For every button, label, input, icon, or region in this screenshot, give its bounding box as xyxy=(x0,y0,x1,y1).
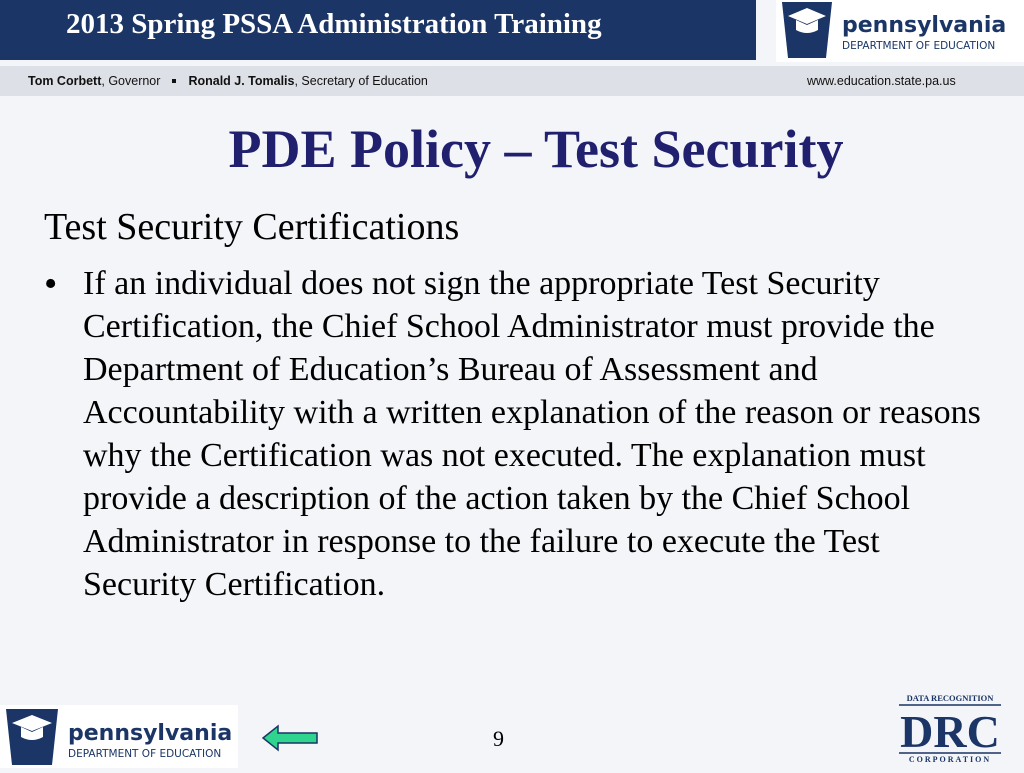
slide-subtitle: Test Security Certifications xyxy=(44,206,460,248)
back-arrow-button[interactable] xyxy=(262,724,320,752)
drc-logo xyxy=(895,692,1005,764)
presentation-title: 2013 Spring PSSA Administration Training xyxy=(66,8,602,40)
slide-title: PDE Policy – Test Security xyxy=(228,119,844,179)
drc-top-text: DATA RECOGNITION xyxy=(906,693,994,703)
logo-department: DEPARTMENT OF EDUCATION xyxy=(842,40,996,52)
drc-wordmark: DRC xyxy=(900,706,1000,757)
keystone-cap-icon xyxy=(6,709,58,765)
separator-dot xyxy=(172,79,176,83)
page-number: 9 xyxy=(493,726,504,751)
pde-logo-top xyxy=(776,0,1024,62)
logo-department: DEPARTMENT OF EDUCATION xyxy=(68,748,222,760)
bullet-paragraph: If an individual does not sign the appropriate Test Security Certification, the Chief School Administrator must provide the Department of Education’s Bureau of Assessment and Accountability with a written explanation of the reason or reasons why the Certification was not executed. The explanation must provide a description of the action taken by the Chief School Administrator in response to the failure to execute the Test Security Certification. xyxy=(83,265,981,603)
secretary-role: , Secretary of Education xyxy=(294,74,428,88)
governor-name: Tom Corbett xyxy=(28,74,102,88)
left-arrow-icon xyxy=(262,724,320,752)
header-bar xyxy=(0,0,756,60)
bullet-marker: • xyxy=(44,263,58,305)
secretary-name: Ronald J. Tomalis xyxy=(188,74,295,88)
officials-line xyxy=(28,74,428,88)
website-link[interactable]: www.education.state.pa.us xyxy=(807,74,956,88)
pde-logo-bottom xyxy=(0,705,238,768)
logo-wordmark: pennsylvania xyxy=(842,13,1007,38)
keystone-cap-icon xyxy=(782,2,832,58)
officials-bar xyxy=(0,66,1024,96)
logo-wordmark: pennsylvania xyxy=(68,721,233,746)
governor-role: , Governor xyxy=(101,74,161,88)
drc-bottom-text: CORPORATION xyxy=(908,755,992,764)
